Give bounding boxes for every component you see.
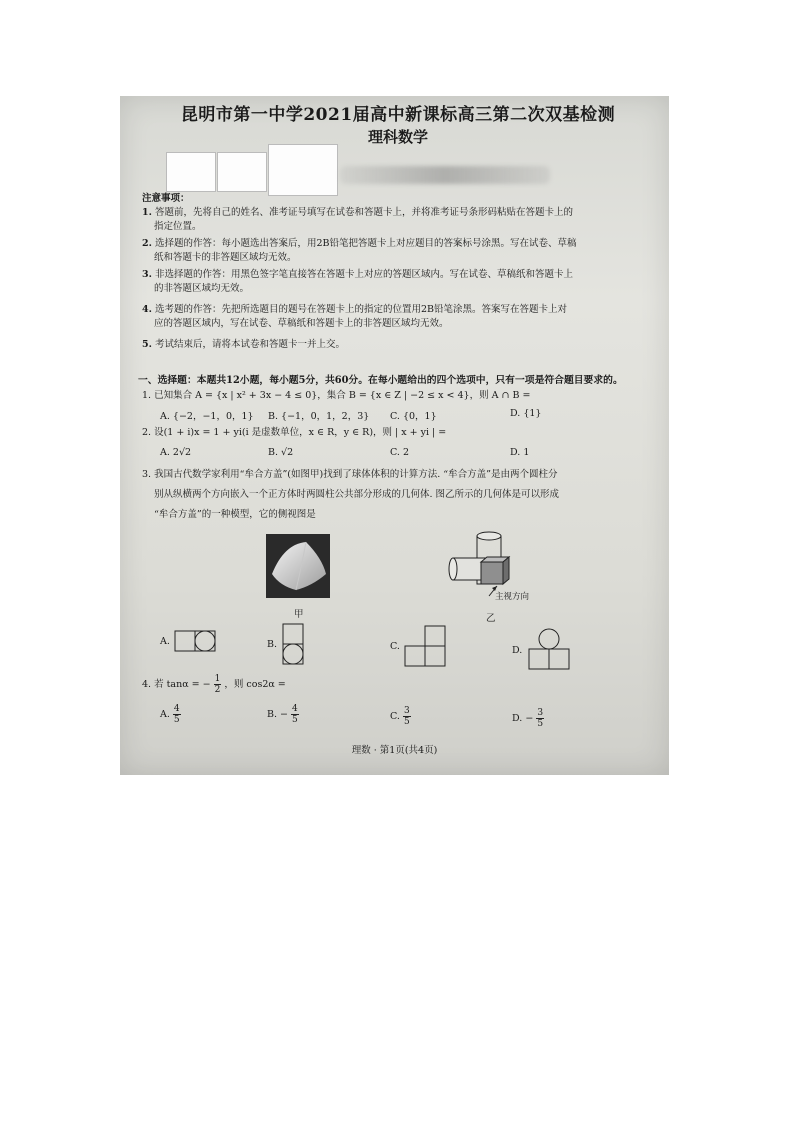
q4-option-b <box>267 704 299 726</box>
fraction-denominator: 5 <box>292 715 298 725</box>
q4-stem-suffix: ，则 cos2α = <box>224 679 286 690</box>
q4-option-a <box>160 704 181 726</box>
q1-option-a: A. {−2，−1，0，1} <box>160 411 254 422</box>
note-line: 考试结束后，请将本试卷和答题卡一并上交。 <box>154 339 345 350</box>
fraction-denominator: 5 <box>173 715 180 725</box>
fraction-denominator: 2 <box>214 685 221 695</box>
q3-option-c: C. <box>390 641 400 652</box>
figure-yi-label: 乙 <box>486 613 496 624</box>
q1-option-c: C. {0，1} <box>390 411 437 422</box>
note-line: 答题前，先将自己的姓名、准考证号填写在试卷和答题卡上，并将准考证号条形码粘贴在答题卡上的 <box>154 207 573 218</box>
fraction-denominator: 5 <box>403 717 410 727</box>
option-fraction <box>173 704 181 725</box>
note-num: 2. <box>142 238 152 249</box>
q2-option-b: B. √2 <box>268 447 294 458</box>
q3-option-c-figure <box>404 625 446 667</box>
note-item-5 <box>142 338 345 352</box>
q4-stem-prefix: 4. 若 tanα = − <box>142 679 211 690</box>
option-label: D. − <box>512 713 534 724</box>
mouhe-solid-drawing <box>266 534 330 598</box>
q4-option-d <box>512 708 544 730</box>
note-item-4 <box>142 303 567 331</box>
q3-line-3: “牟合方盖”的一种模型，它的侧视图是 <box>154 509 316 520</box>
option-fraction <box>291 704 299 725</box>
figure-jia-label: 甲 <box>294 609 304 620</box>
redaction-smear <box>340 166 550 184</box>
q4-option-c <box>390 706 411 728</box>
note-num: 5. <box>142 339 152 350</box>
q2-option-c: C. 2 <box>390 447 410 458</box>
q4-stem <box>142 674 286 696</box>
option-label: A. <box>160 709 170 720</box>
q1-stem: 1. 已知集合 A = {x | x² + 3x − 4 ≤ 0}，集合 B = {x ∈ Z | −2 ≤ x < 4}，则 A ∩ B = <box>142 390 531 401</box>
option-fraction <box>536 708 544 729</box>
exam-subtitle: 理科数学 <box>367 128 428 146</box>
fraction-numerator: 3 <box>403 706 410 716</box>
section-heading: 一、选择题：本题共12小题，每小题5分，共60分。在每小题给出的四个选项中，只有一项是符合题目要求的。 <box>138 375 623 386</box>
option-label: B. − <box>267 709 288 720</box>
option-fraction <box>403 706 411 727</box>
exam-photo <box>120 96 669 775</box>
q3-option-b-figure <box>282 623 304 665</box>
page-footer: 理数 · 第1页(共4页) <box>351 745 438 756</box>
note-line: 指定位置。 <box>154 221 202 232</box>
note-line: 的非答题区域均无效。 <box>154 283 250 294</box>
fraction-numerator: 3 <box>537 708 544 718</box>
redaction-box-1 <box>166 152 216 192</box>
q1-option-d: D. {1} <box>510 408 542 419</box>
fraction-numerator: 4 <box>292 704 298 714</box>
redaction-box-3 <box>268 144 338 196</box>
note-line: 选考题的作答：先把所选题目的题号在答题卡上的指定的位置用2B铅笔涂黑。答案写在答题卡上对 <box>154 304 567 315</box>
redaction-box-2 <box>217 152 267 192</box>
fraction-numerator: 1 <box>214 674 221 684</box>
note-num: 3. <box>142 269 152 280</box>
q2-option-a: A. 2√2 <box>160 447 192 458</box>
q3-line-1: 3. 我国古代数学家利用“牟合方盖”(如图甲)找到了球体体积的计算方法. “牟合方盖”是由两个圆柱分 <box>142 469 558 480</box>
q3-line-2: 别从纵横两个方向嵌入一个正方体时两圆柱公共部分形成的几何体. 图乙所示的几何体是可以形成 <box>154 489 560 500</box>
q3-option-d: D. <box>512 645 523 656</box>
q3-option-a-figure <box>174 630 216 652</box>
note-line: 纸和答题卡的非答题区域均无效。 <box>154 252 297 263</box>
q1-option-b: B. {−1，0，1，2，3} <box>268 411 370 422</box>
q3-option-a: A. <box>160 636 170 647</box>
option-label: C. <box>390 711 400 722</box>
figure-jia-photo <box>266 534 330 598</box>
q2-stem: 2. 设(1 + i)x = 1 + yi(i 是虚数单位，x ∈ R，y ∈ R)，则 | x + yi | = <box>142 427 447 438</box>
figure-yi-drawing <box>445 528 555 618</box>
q3-option-d-figure <box>528 628 570 670</box>
note-item-1 <box>142 206 573 234</box>
notes-heading: 注意事项： <box>142 193 190 204</box>
note-num: 4. <box>142 304 152 315</box>
note-line: 非选择题的作答：用黑色签字笔直接答在答题卡上对应的答题区域内。写在试卷、草稿纸和答题卡上 <box>154 269 573 280</box>
q4-stem-fraction <box>214 674 222 695</box>
fraction-denominator: 5 <box>537 719 544 729</box>
note-item-2 <box>142 237 576 265</box>
note-item-3 <box>142 268 573 296</box>
note-line: 应的答题区域内，写在试卷、草稿纸和答题卡上的非答题区域均无效。 <box>154 318 449 329</box>
note-line: 选择题的作答：每小题选出答案后，用2B铅笔把答题卡上对应题目的答案标号涂黑。写在试卷、草稿 <box>154 238 577 249</box>
note-num: 1. <box>142 207 152 218</box>
q3-option-b: B. <box>267 639 278 650</box>
q2-option-d: D. 1 <box>510 447 530 458</box>
exam-title: 昆明市第一中学2021届高中新课标高三第二次双基检测 <box>180 105 616 125</box>
view-direction-label: 主视方向 <box>495 592 530 602</box>
fraction-numerator: 4 <box>173 704 180 714</box>
